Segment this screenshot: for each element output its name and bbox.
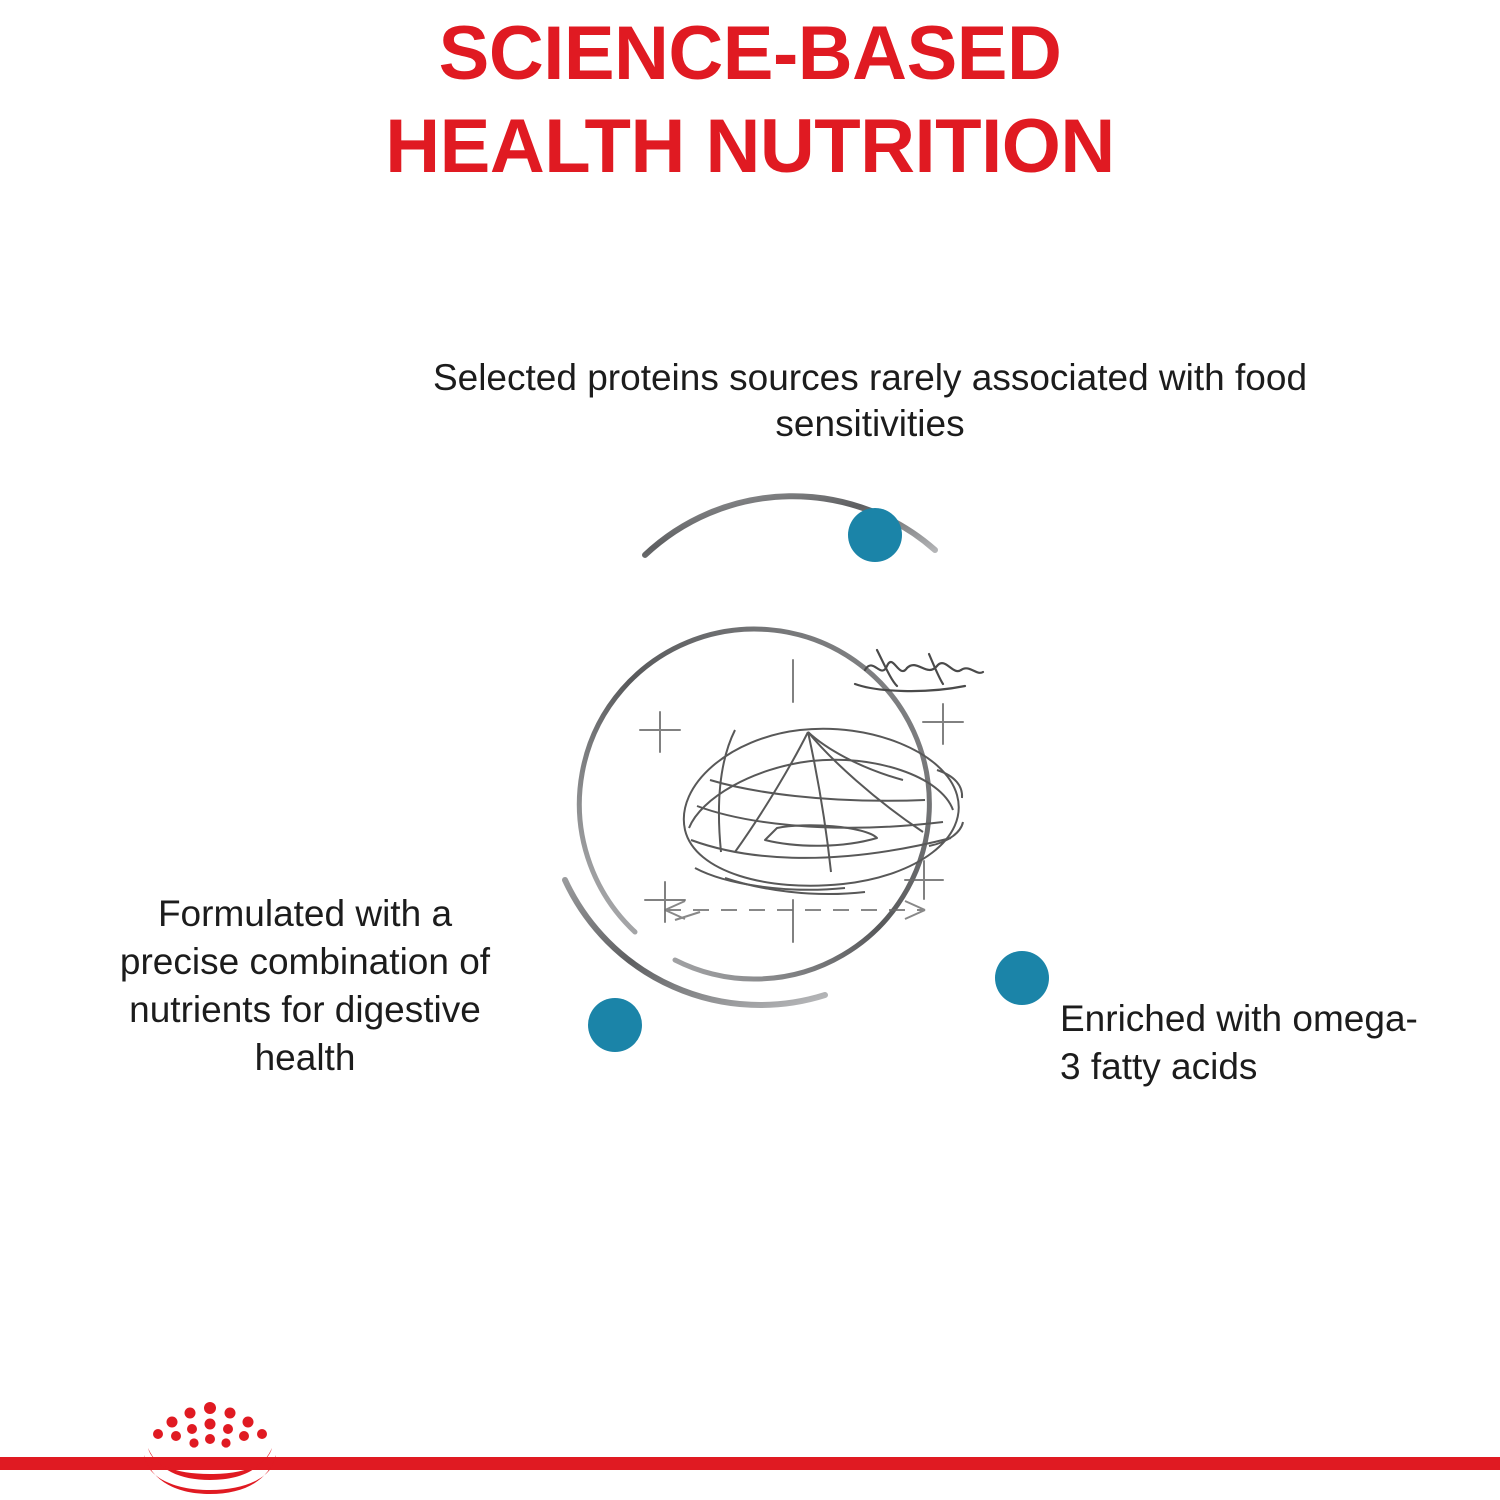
- node-dot-top: [848, 508, 902, 562]
- callout-left-label: Formulated with a precise combination of nutrients for digestive health: [119, 893, 491, 1079]
- node-dot-bottom-left: [588, 998, 642, 1052]
- callout-right-label: Enriched with omega-3 fatty acids: [1060, 998, 1418, 1088]
- callout-top-label: Selected proteins sources rarely associated with food sensitivities: [432, 357, 1308, 445]
- sketch-kibble-body: [684, 729, 963, 894]
- page-title-line-1: SCIENCE-BASED: [438, 11, 1062, 96]
- node-dot-right: [995, 951, 1049, 1005]
- page-title-line-2: HEALTH NUTRITION: [385, 103, 1115, 189]
- inner-ring: [579, 629, 929, 979]
- royal-canin-crown-logo: [118, 1400, 303, 1500]
- page-title: [0, 0, 1500, 193]
- kibble-diagram: [525, 480, 1105, 1080]
- sketch-signature: [855, 650, 983, 691]
